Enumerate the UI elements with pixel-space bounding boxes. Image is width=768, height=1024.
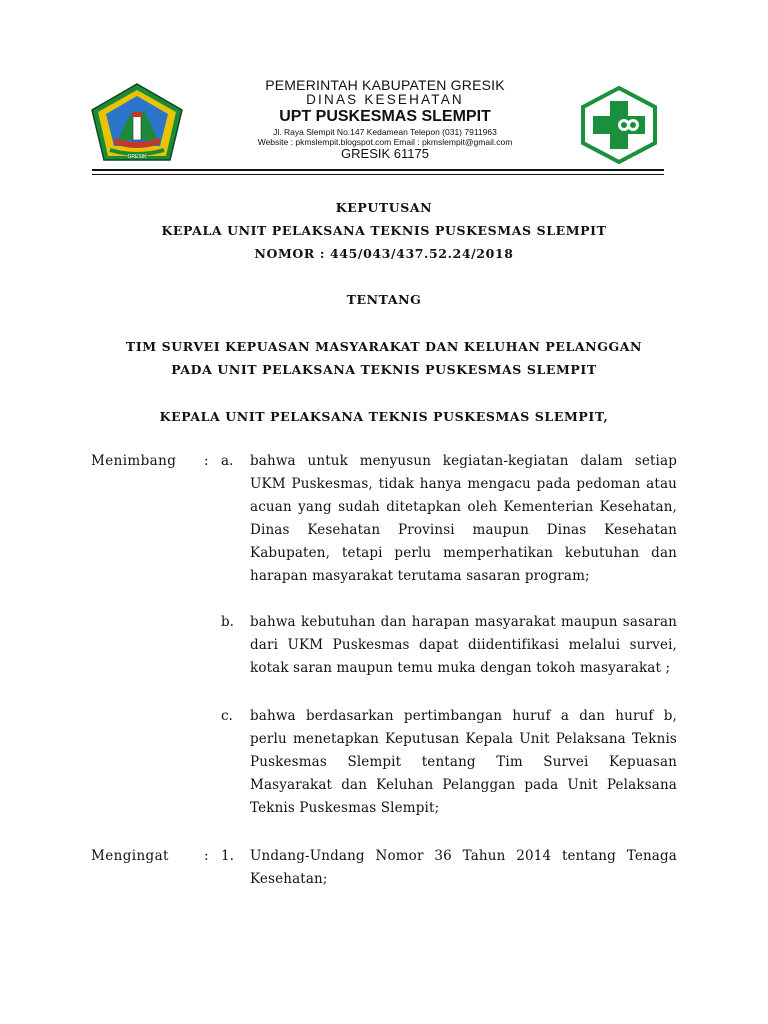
gresik-emblem-caption: GRESIK — [127, 154, 147, 160]
puskesmas-logo-icon — [577, 85, 661, 165]
decree-number: NOMOR : 445/043/437.52.24/2018 — [254, 246, 514, 261]
menimbang-label: Menimbang — [91, 453, 177, 469]
letterhead-address: Jl. Raya Slempit No.147 Kedamean Telepon (031) 7911963 — [273, 127, 497, 137]
letterhead-city: GRESIK 61175 — [341, 146, 429, 161]
menimbang-colon: : — [204, 453, 209, 469]
letterhead-government: PEMERINTAH KABUPATEN GRESIK — [265, 77, 505, 93]
letterhead-rule-thick — [92, 169, 664, 171]
decree-tentang: TENTANG — [346, 292, 422, 307]
mengingat-paragraph-1: Undang-Undang Nomor 36 Tahun 2014 tentang Tenaga Kesehatan; — [250, 848, 677, 887]
menimbang-paragraph-c: bahwa berdasarkan pertimbangan huruf a dan huruf b, perlu menetapkan Keputusan Kepala Unit Pelaksana Teknis Puskesmas Slempit tentang Tim Survei Kepuasan Masyarakat dan Keluhan Pelanggan pada Unit Pelaksana Teknis Puskesmas Slempit; — [250, 708, 677, 816]
decree-opening: KEPALA UNIT PELAKSANA TEKNIS PUSKESMAS SLEMPIT, — [159, 409, 609, 424]
menimbang-paragraph-b: bahwa kebutuhan dan harapan masyarakat maupun sasaran dari UKM Puskesmas dapat diidentifikasi melalui survei, kotak saran maupun temu muka dengan tokoh masyarakat ; — [250, 614, 677, 676]
letterhead-web-email: Website : pkmslempit.blogspot.com Email : pkmslempit@gmail.com — [257, 137, 513, 147]
decree-subject-line2: PADA UNIT PELAKSANA TEKNIS PUSKESMAS SLEMPIT — [171, 362, 597, 377]
letterhead-department: DINAS KESEHATAN — [306, 92, 464, 107]
decree-subject-line1: TIM SURVEI KEPUASAN MASYARAKAT DAN KELUHAN PELANGGAN — [125, 339, 643, 354]
decree-issuer: KEPALA UNIT PELAKSANA TEKNIS PUSKESMAS SLEMPIT — [161, 223, 607, 238]
mengingat-label: Mengingat — [91, 848, 169, 864]
letterhead-rule-thin — [92, 174, 664, 175]
mengingat-colon: : — [204, 848, 209, 864]
menimbang-paragraph-a: bahwa untuk menyusun kegiatan-kegiatan dalam setiap UKM Puskesmas, tidak hanya mengacu pada pedoman atau acuan yang sudah ditetapkan oleh Kementerian Kesehatan, Dinas Kesehatan Provinsi maupun Dinas Kesehatan Kabupaten, tetapi perlu memperhatikan kebutuhan dan harapan masyarakat terutama sasaran program; — [250, 453, 677, 584]
letterhead-institution: UPT PUSKESMAS SLEMPIT — [279, 108, 491, 125]
gresik-emblem-icon — [88, 80, 186, 166]
menimbang-marker-a: a. — [221, 453, 234, 469]
menimbang-marker-b: b. — [221, 614, 234, 630]
mengingat-marker-1: 1. — [221, 848, 234, 864]
decree-title: KEPUTUSAN — [335, 200, 433, 215]
menimbang-marker-c: c. — [221, 708, 233, 724]
